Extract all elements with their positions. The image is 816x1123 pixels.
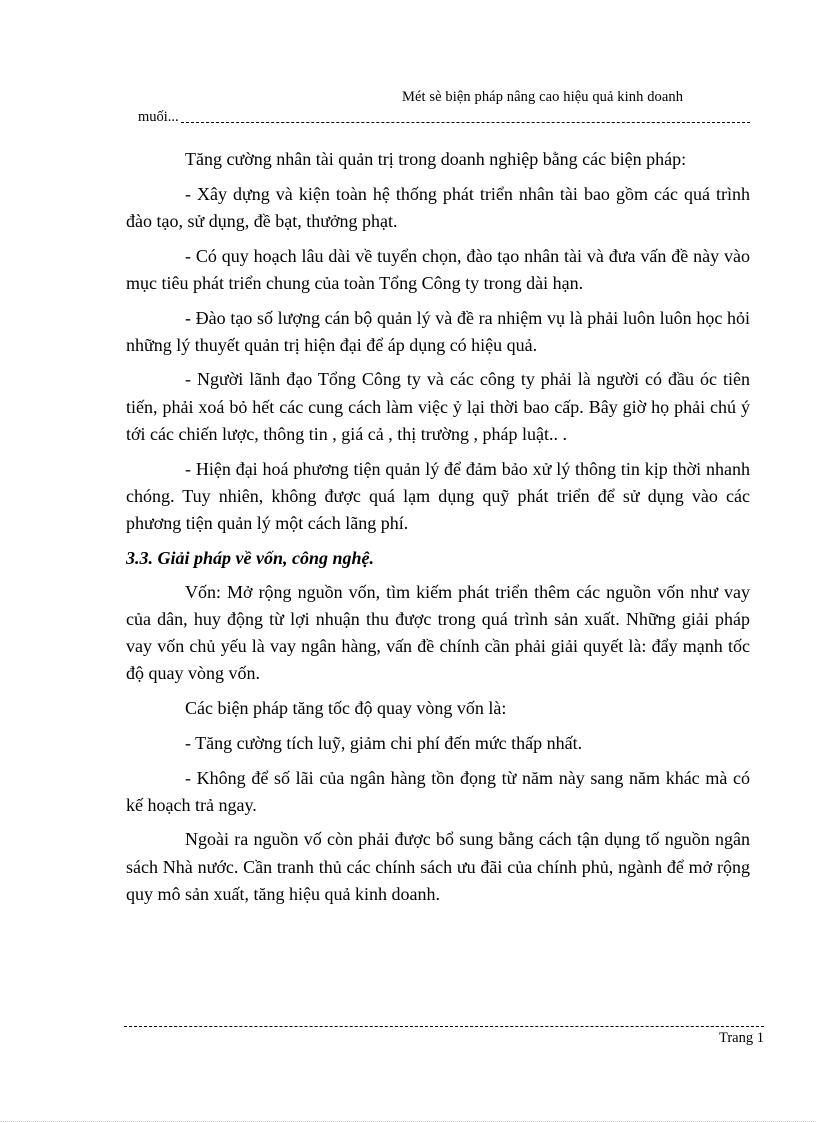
body-paragraph: - Không để số lãi của ngân hàng tồn đọng từ năm này sang năm khác mà có kế hoạch trả ngay.	[126, 767, 750, 815]
body-paragraph: - Xây dựng và kiện toàn hệ thống phát triển nhân tài bao gồm các quá trình đào tạo, sử dụng, đề bạt, thưởng phạt.	[126, 183, 750, 231]
header-dashed-divider	[181, 122, 750, 123]
section-heading: 3.3. Giải pháp về vốn, công nghệ.	[126, 547, 375, 568]
body-paragraph: - Tăng cường tích luỹ, giảm chi phí đến mức thấp nhất.	[185, 732, 583, 753]
page-bottom-border	[0, 1121, 816, 1122]
body-paragraph: - Có quy hoạch lâu dài về tuyển chọn, đào tạo nhân tài và đưa vấn đề này vào mục tiêu phát triển chung của toàn Tổng Công ty trong dài hạn.	[126, 245, 750, 293]
body-paragraph: Tăng cường nhân tài quản trị trong doanh nghiệp bằng các biện pháp:	[185, 149, 687, 169]
body-paragraph: Ngoài ra nguồn vố còn phải được bổ sung bằng cách tận dụng tố nguồn ngân sách Nhà nước. Cần tranh thủ các chính sách ưu đãi của chính phủ, ngành để mở rộng quy mô sản xuất, tăng hiệu quả kinh doanh.	[126, 829, 750, 904]
footer-dashed-divider	[124, 1026, 764, 1027]
body-paragraph: Các biện pháp tăng tốc độ quay vòng vốn là:	[185, 698, 507, 719]
running-header-rule	[138, 109, 750, 126]
running-header-title: Mét sè biện pháp nâng cao hiệu quả kinh doanh	[402, 89, 684, 105]
running-header-continuation: muối...	[138, 109, 179, 125]
body-paragraph: Vốn: Mở rộng nguồn vốn, tìm kiếm phát triển thêm các nguồn vốn như vay của dân, huy động từ lợi nhuận thu được trong quá trình sản xuất. Những giải pháp vay vốn chủ yếu là vay ngân hàng, vấn đề chính cần phải giải quyết là: đẩy mạnh tốc độ quay vòng vốn.	[126, 581, 750, 684]
page-number: Trang 1	[719, 1030, 764, 1046]
body-paragraph: - Hiện đại hoá phương tiện quản lý để đảm bảo xử lý thông tin kịp thời nhanh chóng. Tuy nhiên, không được quá lạm dụng quỹ phát triển để sử dụng vào các phương tiện quản lý một cách lãng phí.	[126, 458, 750, 533]
body-paragraph: - Người lãnh đạo Tổng Công ty và các công ty phải là người có đầu óc tiên tiến, phải xoá bỏ hết các cung cách làm việc ỷ lại thời bao cấp. Bây giờ họ phải chú ý tới các chiến lược, thông tin , giá cả , thị trường , pháp luật.. .	[126, 369, 750, 444]
body-paragraph: - Đào tạo số lượng cán bộ quản lý và đề ra nhiệm vụ là phải luôn luôn học hỏi những lý thuyết quản trị hiện đại để áp dụng có hiệu quả.	[126, 307, 750, 355]
document-body	[126, 146, 750, 916]
